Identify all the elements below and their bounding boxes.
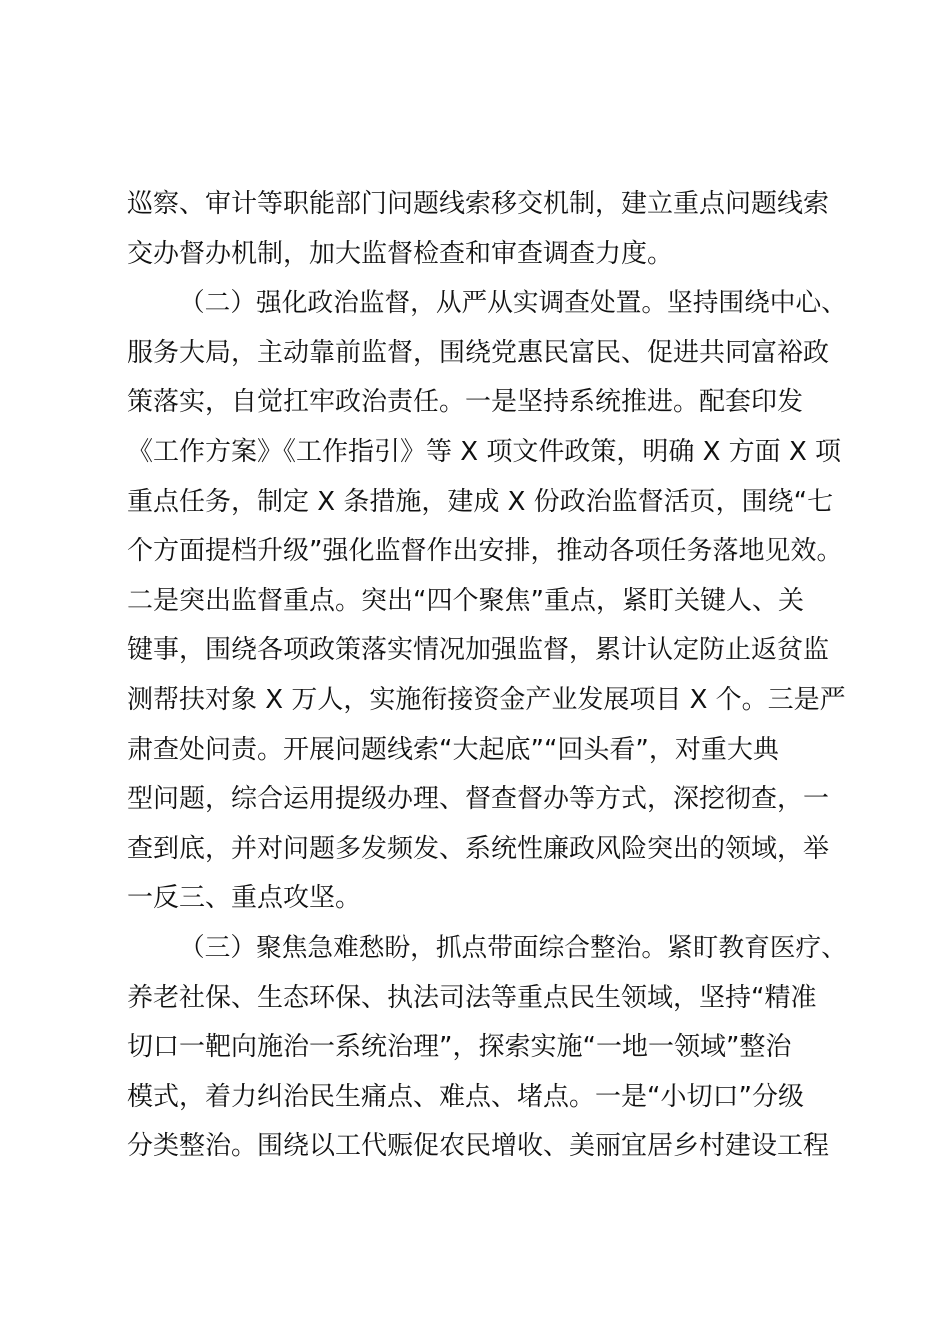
text-line: 养老社保、生态环保、执法司法等重点民生领域，坚持“精准 — [127, 982, 817, 1013]
text-line: 型问题，综合运用提级办理、督查督办等方式，深挖彻查，一 — [127, 784, 830, 815]
text-line: 一反三、重点攻坚。 — [127, 883, 362, 914]
text-line: 二是突出监督重点。突出“四个聚焦”重点，紧盯关键人、关 — [127, 585, 804, 616]
paragraph-heading-line: （二）强化政治监督，从严从实调查处置。坚持围绕中心、 — [179, 288, 847, 319]
text-line: 策落实，自觉扛牢政治责任。一是坚持系统推进。配套印发 — [127, 387, 804, 418]
text-line: 测帮扶对象 X 万人，实施衔接资金产业发展项目 X 个。三是严 — [127, 684, 846, 715]
text-line: 切口一靶向施治一系统治理”，探索实施“一地一领域”整治 — [127, 1032, 792, 1063]
text-line: 个方面提档升级”强化监督作出安排，推动各项任务落地见效。 — [127, 536, 843, 567]
text-line: 查到底，并对问题多发频发、系统性廉政风险突出的领域，举 — [127, 833, 830, 864]
text-line: 《工作方案》《工作指引》等 X 项文件政策，明确 X 方面 X 项 — [127, 436, 842, 467]
text-line: 模式，着力纠治民生痛点、难点、堵点。一是“小切口”分级 — [127, 1081, 804, 1112]
body-text — [127, 180, 847, 1172]
text-line: 交办督办机制，加大监督检查和审查调查力度。 — [127, 238, 674, 269]
text-line: 键事，围绕各项政策落实情况加强监督，累计认定防止返贫监 — [127, 635, 830, 666]
text-line: 重点任务，制定 X 条措施，建成 X 份政治监督活页，围绕“七 — [127, 486, 834, 517]
text-line: 分类整治。围绕以工代赈促农民增收、美丽宜居乡村建设工程 — [127, 1131, 830, 1162]
paragraph-heading-line: （三）聚焦急难愁盼，抓点带面综合整治。紧盯教育医疗、 — [179, 932, 847, 963]
text-line: 巡察、审计等职能部门问题线索移交机制，建立重点问题线索 — [127, 189, 830, 219]
text-line: 肃查处问责。开展问题线索“大起底”“回头看”，对重大典 — [127, 734, 779, 765]
text-line: 服务大局，主动靠前监督，围绕党惠民富民、促进共同富裕政 — [127, 337, 830, 368]
